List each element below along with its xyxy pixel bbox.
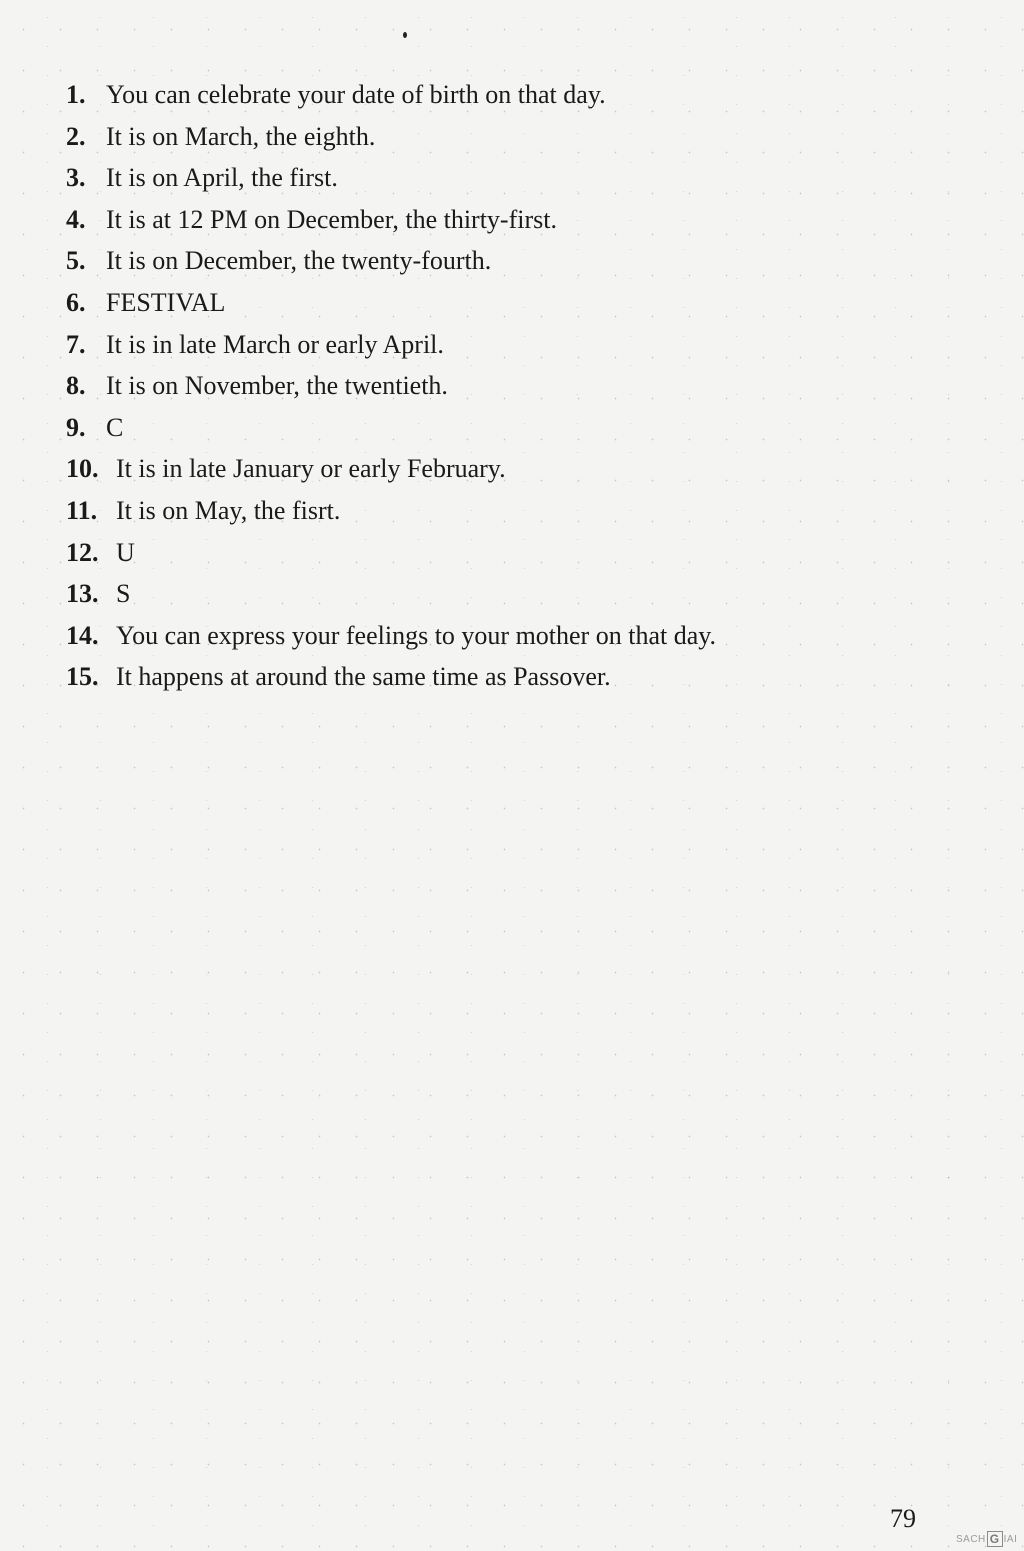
answer-list [66, 74, 966, 698]
item-number: 13. [66, 579, 99, 609]
item-number: 7. [66, 329, 86, 359]
item-number: 6. [66, 287, 86, 317]
item-text: FESTIVAL [106, 287, 226, 317]
page-number: 79 [890, 1504, 916, 1533]
list-item [66, 656, 966, 698]
item-text: It happens at around the same time as Passover. [116, 662, 611, 692]
item-text: You can celebrate your date of birth on that day. [106, 80, 606, 109]
item-text: It is at 12 PM on December, the thirty-first. [106, 204, 557, 234]
list-item [66, 365, 966, 407]
item-number: 4. [66, 204, 86, 234]
list-item [66, 116, 966, 158]
item-text: C [106, 412, 124, 442]
item-text: You can express your feelings to your mother on that day. [116, 620, 717, 650]
list-item [66, 282, 966, 324]
list-item [66, 74, 966, 116]
list-item [66, 490, 966, 532]
item-text: It is on November, the twentieth. [106, 371, 448, 401]
item-number: 15. [66, 662, 99, 692]
item-text: It is on March, the eighth. [106, 121, 376, 151]
list-item [66, 532, 966, 574]
list-item [66, 448, 966, 490]
list-item [66, 240, 966, 282]
item-text: It is in late March or early April. [106, 329, 444, 359]
item-number: 9. [66, 412, 86, 442]
watermark-suffix: IAI [1003, 1533, 1018, 1545]
item-text: It is on May, the fisrt. [116, 495, 341, 525]
watermark-boxed-letter: G [987, 1531, 1003, 1547]
item-text: It is in late January or early February. [116, 454, 506, 484]
item-number: 5. [66, 246, 86, 276]
list-item [66, 573, 966, 615]
item-text: U [116, 537, 135, 567]
item-number: 8. [66, 371, 86, 401]
item-number: 1. [66, 80, 86, 109]
watermark-prefix: SACH [956, 1533, 986, 1545]
item-number: 2. [66, 121, 86, 151]
stray-dot [403, 32, 407, 38]
list-item [66, 324, 966, 366]
item-number: 3. [66, 163, 86, 193]
list-item [66, 615, 966, 657]
watermark-logo [956, 1530, 1017, 1548]
item-number: 12. [66, 537, 99, 567]
list-item [66, 407, 966, 449]
item-text: S [116, 579, 131, 609]
item-number: 14. [66, 620, 99, 650]
item-text: It is on December, the twenty-fourth. [106, 246, 492, 276]
list-item [66, 157, 966, 199]
item-number: 10. [66, 454, 99, 484]
item-text: It is on April, the first. [106, 163, 338, 193]
item-number: 11. [66, 495, 98, 525]
list-item [66, 199, 966, 241]
